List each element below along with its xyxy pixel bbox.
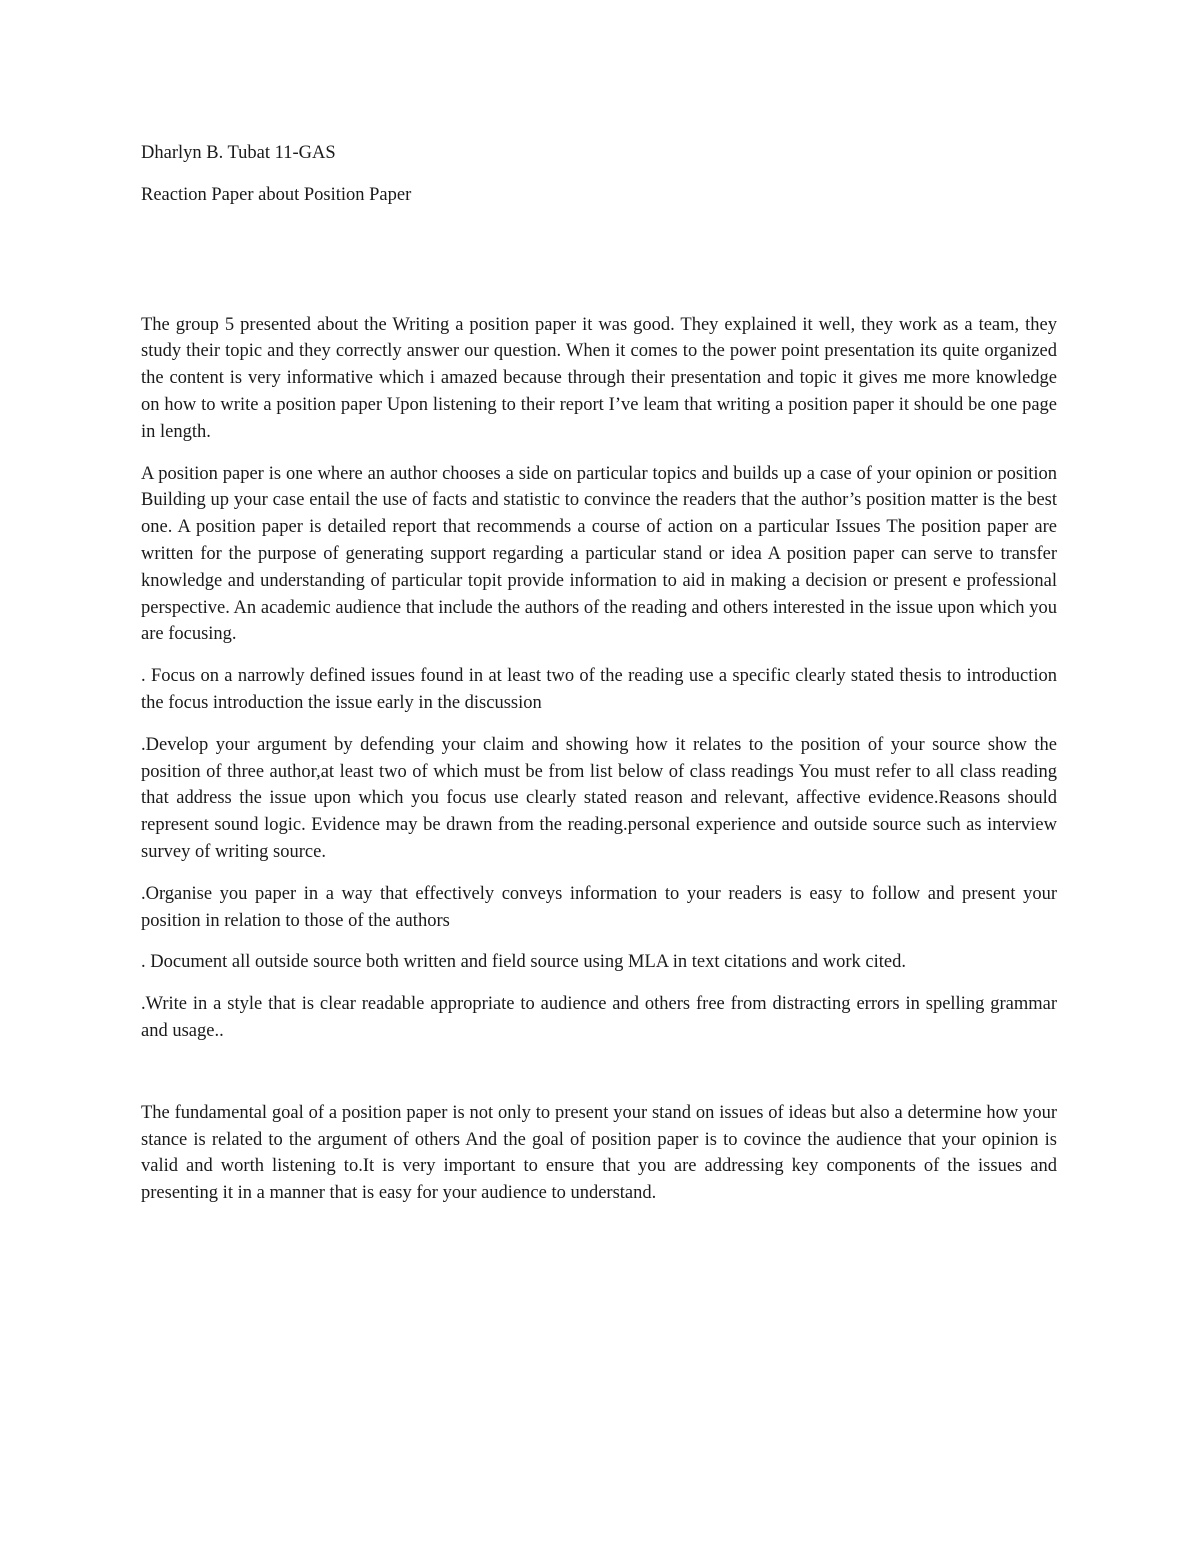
spacer [141,1060,1057,1100]
spacer [141,224,1057,312]
document-body [141,140,1057,1222]
paragraph-point-document: . Document all outside source both written and field source using MLA in text citations and work cited. [141,952,907,973]
paragraph-point-focus: . Focus on a narrowly defined issues found in at least two of the reading use a specific clearly stated thesis to introduction the focus introduction the issue early in the discussion [141,666,1057,713]
paragraph-point-style: .Write in a style that is clear readable appropriate to audience and others free from distracting errors in spelling grammar and usage.. [141,994,1057,1041]
document-title: Reaction Paper about Position Paper [141,184,412,205]
paragraph-intro: The group 5 presented about the Writing a position paper it was good. They explained it well, they work as a team, they study their topic and they correctly answer our question. When it comes to the power point presentation its quite organized the content is very informative which i amazed because through their presentation and topic it gives me more knowledge on how to write a position paper Upon listening to their report I’ve leam that writing a position paper it should be one page in length. [141,314,1057,442]
paragraph-point-develop: .Develop your argument by defending your claim and showing how it relates to the position of your source show the position of three author,at least two of which must be from list below of class readings You must refer to all class reading that address the issue upon which you focus use clearly stated reason and relevant, affective evidence.Reasons should represent sound logic. Evidence may be drawn from the reading.personal experience and outside source such as interview survey of writing source. [141,734,1057,862]
author-line: Dharlyn B. Tubat 11-GAS [141,143,336,163]
paragraph-definition: A position paper is one where an author chooses a side on particular topics and builds up a case of your opinion or position Building up your case entail the use of facts and statistic to convince the readers that the author’s position matter is the best one. A position paper is detailed report that recommends a course of action on a particular Issues The position paper are written for the purpose of generating support regarding a particular stand or idea A position paper can serve to transfer knowledge and understanding of particular topit provide information to aid in making a decision or present e professional perspective. An academic audience that include the authors of the reading and others interested in the issue upon which you are focusing. [141,463,1057,645]
paragraph-conclusion: The fundamental goal of a position paper is not only to present your stand on issues of ideas but also a determine how your stance is related to the argument of others And the goal of position paper is to covince the audience that your opinion is valid and worth listening to.It is very important to ensure that you are addressing key components of the issues and presenting it in a manner that is easy for your audience to understand. [141,1102,1057,1204]
paragraph-point-organise: .Organise you paper in a way that effectively conveys information to your readers is easy to follow and present your position in relation to those of the authors [141,883,1057,931]
